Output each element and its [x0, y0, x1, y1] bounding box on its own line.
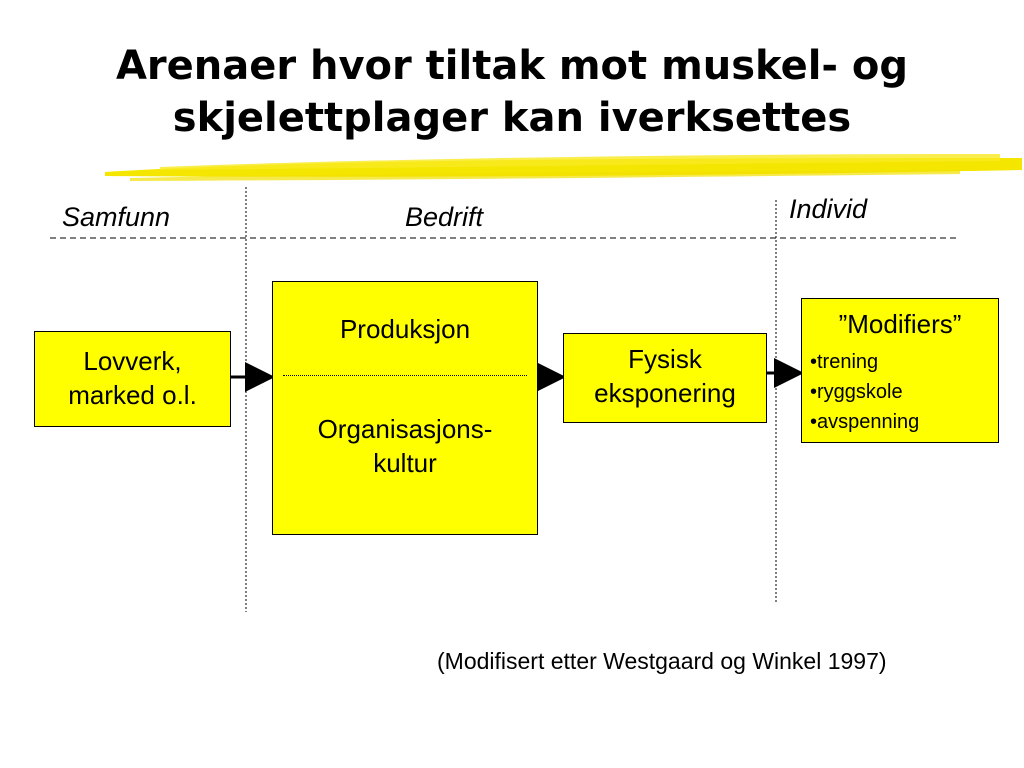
production-label: Produksjon	[339, 314, 471, 344]
exposure-line-2: eksponering	[594, 378, 736, 408]
org-culture-line-2: kultur	[373, 448, 437, 478]
modifiers-box	[801, 298, 999, 443]
column-label-individ: Individ	[789, 194, 868, 224]
list-item: •trening	[810, 351, 879, 373]
modifiers-list	[810, 347, 919, 437]
citation: (Modifisert etter Westgaard og Winkel 1997)	[437, 648, 887, 674]
modifiers-heading: ”Modifiers”	[838, 309, 962, 339]
highlighter-stroke	[105, 154, 1022, 181]
legislation-box	[34, 331, 231, 427]
list-item: •avspenning	[810, 411, 920, 433]
org-culture-line-1: Organisasjons-	[317, 414, 493, 444]
org-culture-label	[273, 412, 537, 480]
column-label-bedrift: Bedrift	[405, 202, 484, 232]
company-box	[272, 281, 538, 535]
exposure-line-1: Fysisk	[628, 344, 702, 374]
exposure-box	[563, 333, 767, 423]
legislation-line-2: marked o.l.	[68, 380, 197, 410]
list-item: •ryggskole	[810, 381, 903, 403]
column-label-samfunn: Samfunn	[62, 202, 171, 232]
company-box-divider	[283, 375, 527, 376]
title-line-2: skjelettplager kan iverksettes	[172, 95, 852, 141]
title-line-1: Arenaer hvor tiltak mot muskel- og	[115, 43, 909, 89]
legislation-line-1: Lovverk,	[83, 346, 182, 376]
